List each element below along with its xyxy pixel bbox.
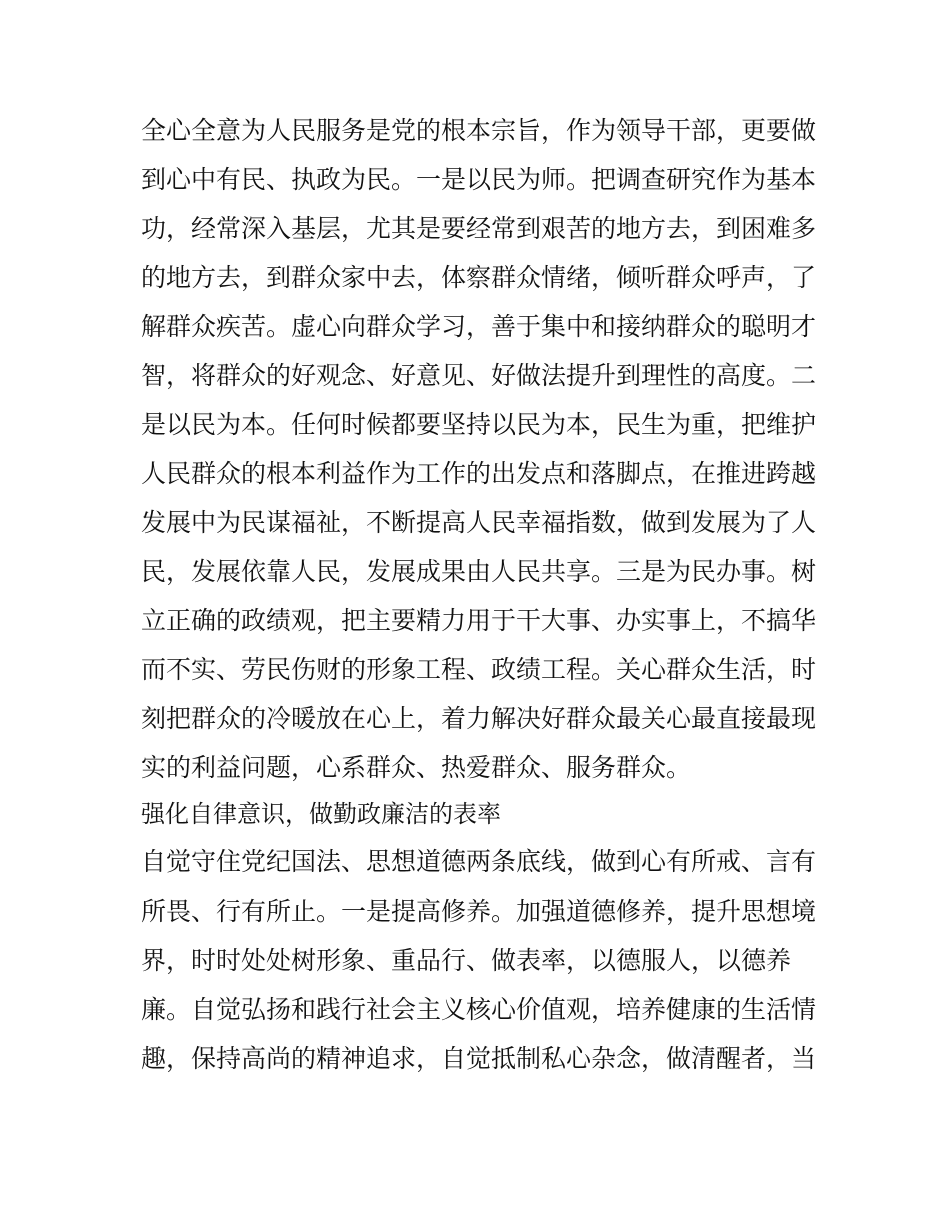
text-line: 所畏、行有所止。一是提高修养。加强道德修养，提升思想境 <box>141 897 817 926</box>
section-heading: 强化自律意识，做勤政廉洁的表率 <box>141 800 501 828</box>
paragraph-serve-people <box>141 106 821 792</box>
document-body <box>141 106 821 1083</box>
text-line: 智，将群众的好观念、好意见、好做法提升到理性的高度。二 <box>141 361 817 390</box>
text-line: 刻把群众的冷暖放在心上，着力解决好群众最关心最直接最现 <box>141 704 817 733</box>
text-line: 发展中为民谋福祉，不断提高人民幸福指数，做到发展为了人 <box>141 508 817 537</box>
text-line: 是以民为本。任何时候都要坚持以民为本，民生为重，把维护 <box>141 410 817 439</box>
text-line: 自觉守住党纪国法、思想道德两条底线，做到心有所戒、言有 <box>141 847 817 876</box>
text-line: 人民群众的根本利益作为工作的出发点和落脚点，在推进跨越 <box>141 459 817 488</box>
text-line: 民，发展依靠人民，发展成果由人民共享。三是为民办事。树 <box>141 557 817 586</box>
text-line: 全心全意为人民服务是党的根本宗旨，作为领导干部，更要做 <box>141 116 817 145</box>
text-line: 实的利益问题，心系群众、热爱群众、服务群众。 <box>141 753 692 782</box>
text-line: 界，时时处处树形象、重品行、做表率，以德服人，以德养 <box>141 946 792 975</box>
text-line: 立正确的政绩观，把主要精力用于干大事、办实事上，不搞华 <box>141 606 817 635</box>
text-line: 功，经常深入基层，尤其是要经常到艰苦的地方去，到困难多 <box>141 214 817 243</box>
paragraph-self-discipline <box>141 836 821 1083</box>
text-line: 趣，保持高尚的精神追求，自觉抵制私心杂念，做清醒者，当 <box>141 1044 817 1073</box>
text-line: 而不实、劳民伤财的形象工程、政绩工程。关心群众生活，时 <box>141 655 817 684</box>
text-line: 解群众疾苦。虚心向群众学习，善于集中和接纳群众的聪明才 <box>141 312 817 341</box>
text-line: 的地方去，到群众家中去，体察群众情绪，倾听群众呼声，了 <box>141 263 817 292</box>
text-line: 到心中有民、执政为民。一是以民为师。把调查研究作为基本 <box>141 165 817 194</box>
text-line: 廉。自觉弘扬和践行社会主义核心价值观，培养健康的生活情 <box>141 995 817 1024</box>
